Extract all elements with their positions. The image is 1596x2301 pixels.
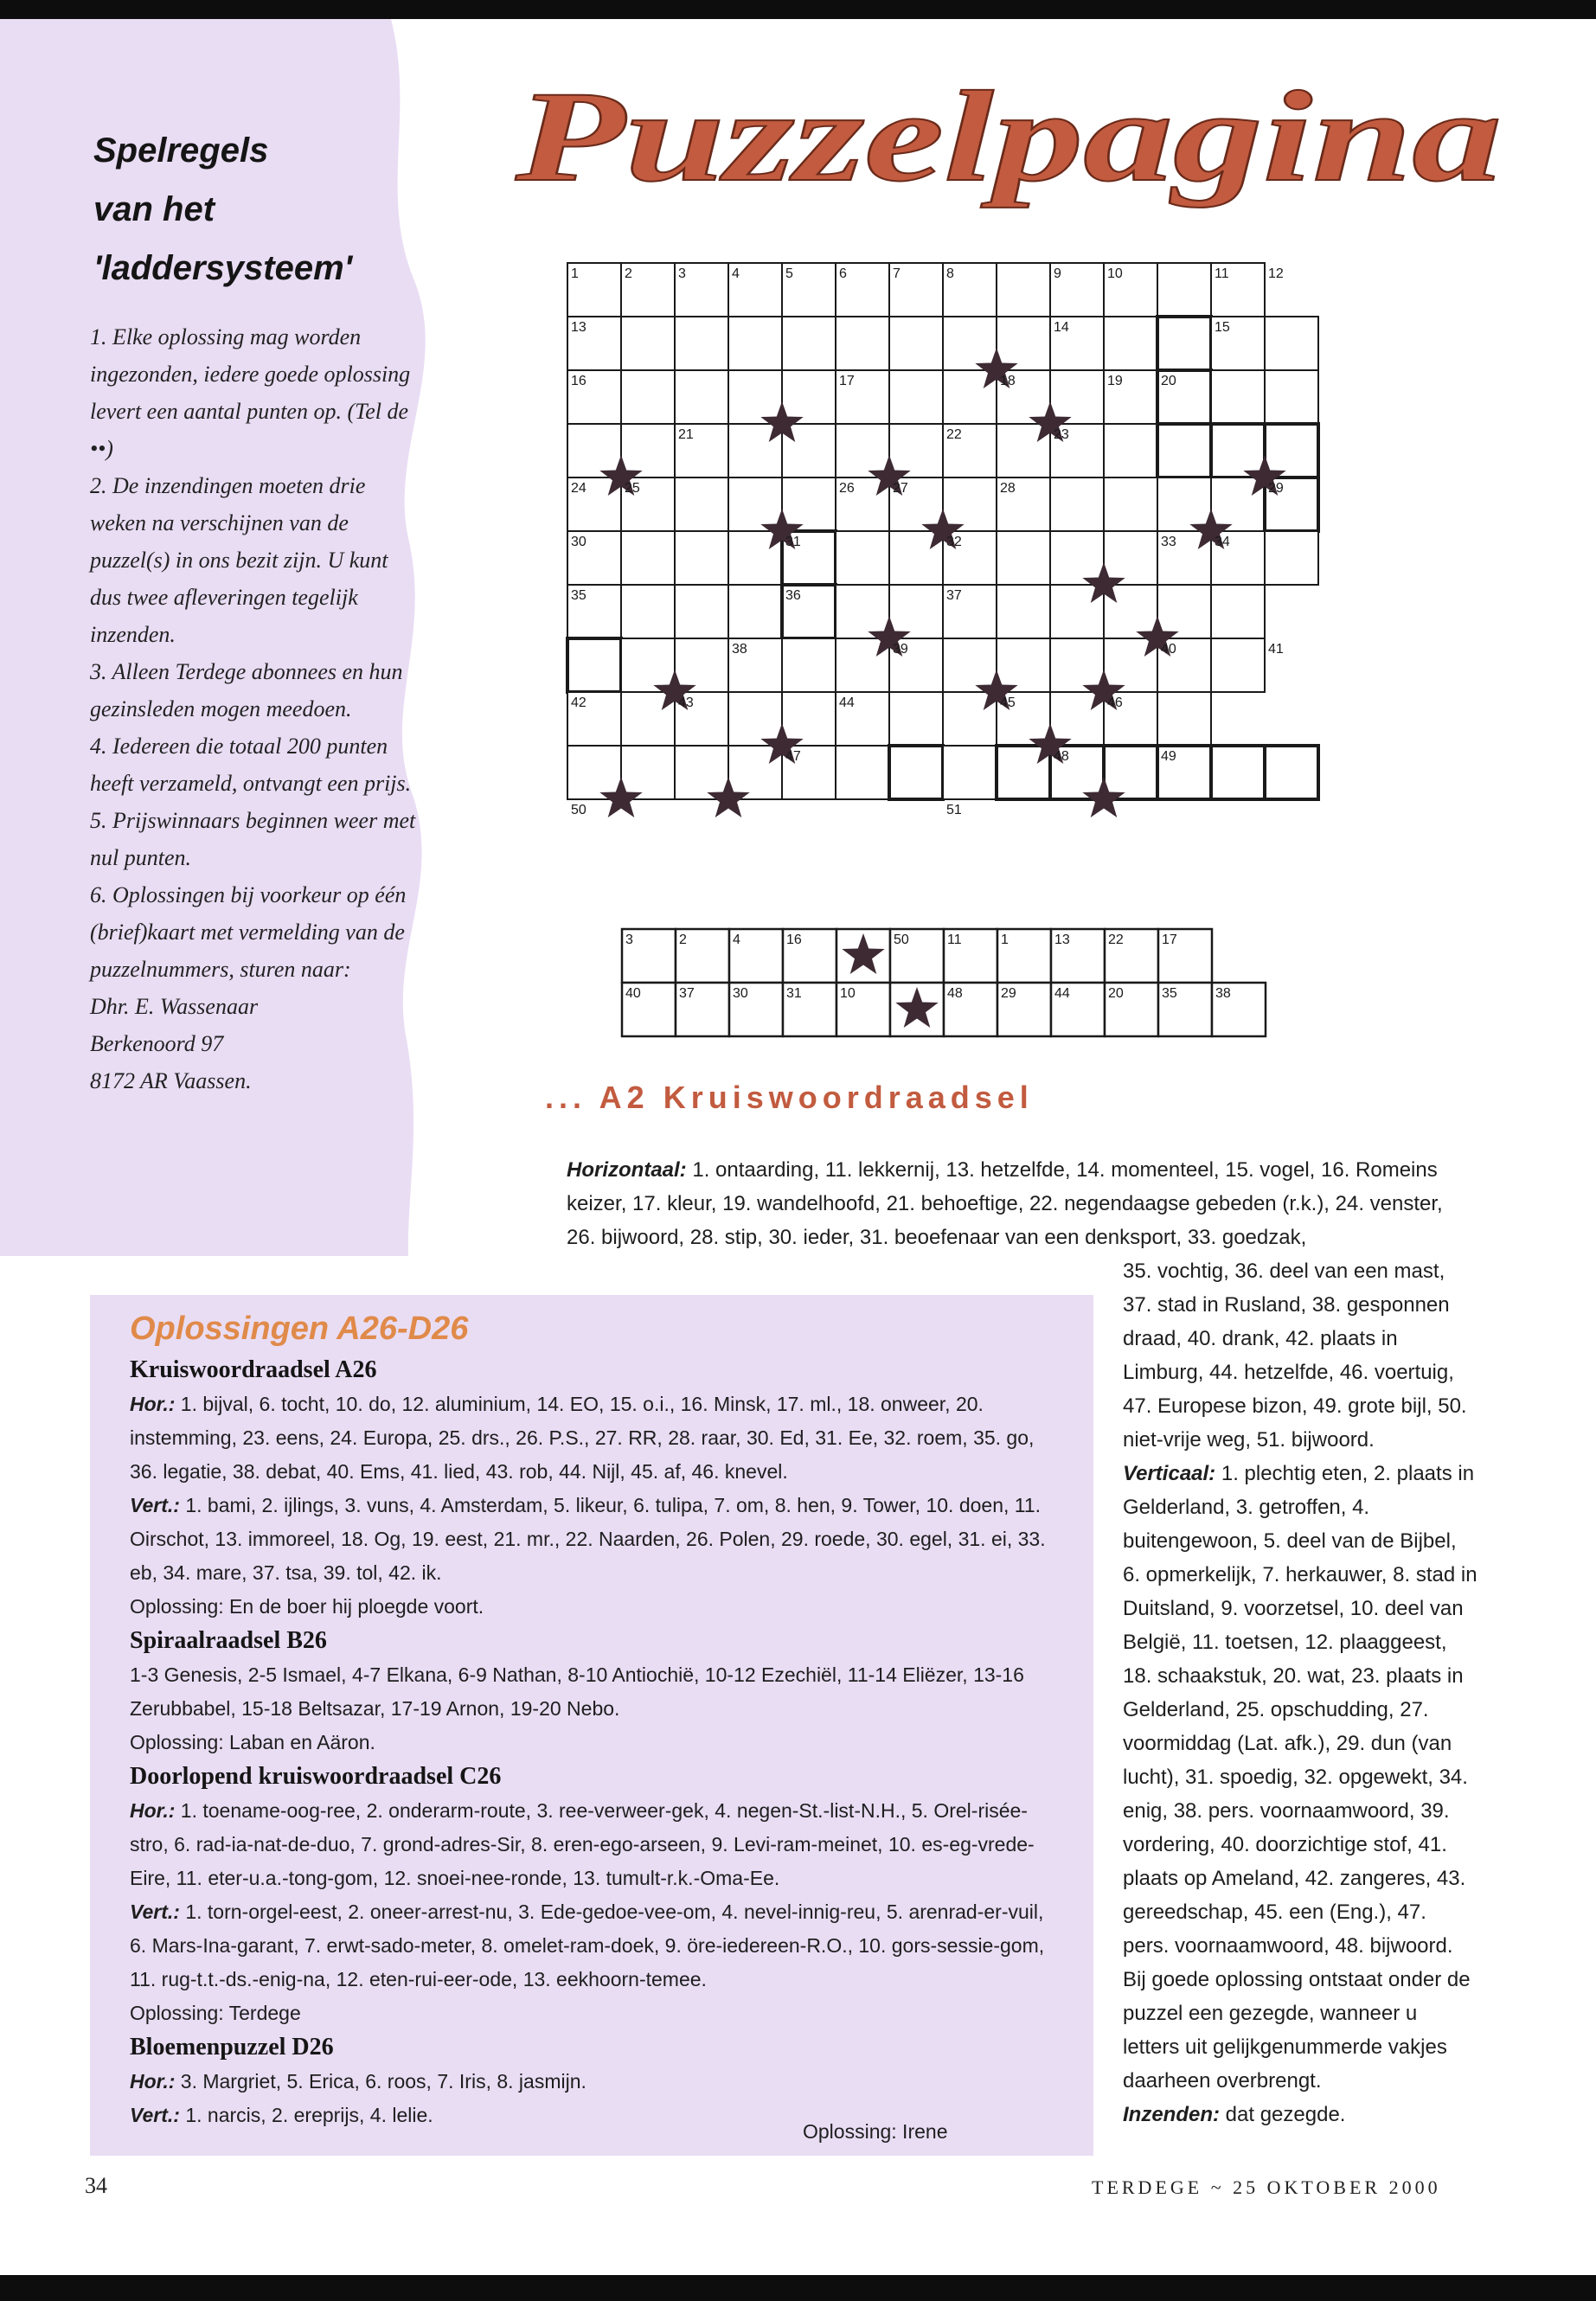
rule-6: 6. Oplossingen bij voorkeur op één (brief)kaart met vermelding van de puzzelnummers, sturen naar: xyxy=(90,882,407,982)
grid-cell xyxy=(675,638,728,692)
clues-vertical xyxy=(1123,1457,1477,1963)
cell-number: 48 xyxy=(1054,749,1069,764)
cell-number: 37 xyxy=(946,588,962,603)
answer-cell-number: 16 xyxy=(786,933,802,947)
cell-number: 11 xyxy=(1215,266,1229,281)
answer-cell-number: 13 xyxy=(1054,933,1070,947)
rules-title-line: 'laddersysteem' xyxy=(93,249,353,287)
submit-label: Inzenden: xyxy=(1123,2103,1220,2126)
grid-cell xyxy=(728,585,782,638)
grid-cell xyxy=(675,370,728,424)
vertical-label: Verticaal: xyxy=(1123,1462,1216,1485)
page-title xyxy=(510,43,1514,216)
answer-cell-number: 37 xyxy=(679,986,695,1001)
cell-number: 33 xyxy=(1161,535,1176,549)
answer-cell-number: 44 xyxy=(1054,986,1070,1001)
cell-number: 31 xyxy=(785,535,801,549)
cell-number: 24 xyxy=(571,481,586,496)
answer-cell-number: 17 xyxy=(1162,933,1177,947)
solution-a26-hor xyxy=(130,1388,1064,1489)
hor-label: Hor.: xyxy=(130,1799,176,1822)
grid-cell xyxy=(1104,478,1157,531)
submit-instruction xyxy=(1123,2098,1477,2131)
answer-cell-number: 50 xyxy=(894,933,909,947)
answer-cell-number: 3 xyxy=(625,933,633,947)
solution-c26-answer: Oplossing: Terdege xyxy=(130,2002,301,2024)
cell-number: 39 xyxy=(893,642,908,657)
grid-cell xyxy=(1104,531,1157,585)
grid-cell xyxy=(621,424,675,478)
solution-c26-hor xyxy=(130,1794,1064,1895)
cell-number: 4 xyxy=(732,266,740,281)
cell-number: 36 xyxy=(785,588,801,603)
cell-number: 38 xyxy=(732,642,747,657)
grid-cell xyxy=(997,638,1050,692)
cell-number: 9 xyxy=(1054,266,1061,281)
grid-block xyxy=(1211,424,1265,478)
cell-number: 45 xyxy=(1000,695,1016,710)
grid-cell xyxy=(621,746,675,799)
answer-cell-number: 31 xyxy=(786,986,802,1001)
hor-text: 3. Margriet, 5. Erica, 6. roos, 7. Iris, 8. jasmijn. xyxy=(175,2070,586,2093)
hor-text: 1. bijval, 6. tocht, 10. do, 12. aluminium, 14. EO, 15. o.i., 16. Minsk, 17. ml., 18. onweer, 20. instemming, 23. eens, 24. Europa, 25. drs., 26. P.S., 27. RR, 28. raar, 30. Ed, 31. Ee, 32. roem, 35. go, 36. legatie, 38. debat, 40. Ems, 41. lied, 43. rob, 44. Nijl, 45. af, 46. knevel. xyxy=(130,1393,1035,1483)
grid-cell xyxy=(1157,478,1211,531)
grid-cell xyxy=(943,478,997,531)
grid-cell xyxy=(1211,585,1265,638)
grid-cell xyxy=(1050,478,1104,531)
grid-cell xyxy=(1211,638,1265,692)
grid-cell xyxy=(621,531,675,585)
solution-d26-hor xyxy=(130,2065,1064,2099)
rule-3: 3. Alleen Terdege abonnees en hun gezinsleden mogen meedoen. xyxy=(90,659,403,721)
grid-cell xyxy=(728,370,782,424)
grid-cell xyxy=(889,692,943,746)
grid-cell xyxy=(675,585,728,638)
cell-number: 34 xyxy=(1215,535,1230,549)
vert-label: Vert.: xyxy=(130,2104,180,2126)
solutions xyxy=(130,1306,1064,2132)
cell-number: 46 xyxy=(1107,695,1123,710)
rules-title xyxy=(93,121,457,298)
grid-cell xyxy=(1157,263,1211,317)
grid-cell xyxy=(675,317,728,370)
cell-number: 50 xyxy=(571,803,586,817)
rule-5: 5. Prijswinnaars beginnen weer met nul punten. xyxy=(90,808,416,870)
grid-block xyxy=(1104,746,1157,799)
answer-cell-number: 2 xyxy=(679,933,687,947)
puzzle-note: Bij goede oplossing ontstaat onder de puzzel een gezegde, wanneer u letters uit gelijkgenummerde vakjes daarheen overbrengt. xyxy=(1123,1968,1471,2093)
grid-cell xyxy=(836,424,889,478)
grid-cell xyxy=(997,263,1050,317)
cell-number: 3 xyxy=(678,266,686,281)
horizontal-clues-continued: 35. vochtig, 36. deel van een mast, 37. stad in Rusland, 38. gesponnen draad, 40. drank, 42. plaats in Limburg, 44. hetzelfde, 46. voertuig, 47. Europese bizon, 49. grote bijl, 50. niet-vrije weg, 51. bijwoord. xyxy=(1123,1259,1467,1452)
horizontal-clues: 1. ontaarding, 11. lekkernij, 13. hetzelfde, 14. momenteel, 15. vogel, 16. Romeins keizer, 17. kleur, 19. wandelhoofd, 21. behoeftige, 22. negendaagse gebeden (r.k.), 24. venster, 26. bijwoord, 28. stip, 30. ieder, 31. beoefenaar van een denksport, 33. goedzak, xyxy=(567,1158,1443,1249)
answer-cell-number: 1 xyxy=(1001,933,1009,947)
cell-number: 20 xyxy=(1161,374,1176,388)
grid-cell xyxy=(675,478,728,531)
grid-cell xyxy=(997,531,1050,585)
grid-block xyxy=(1157,424,1211,478)
cell-number: 29 xyxy=(1268,481,1284,496)
solution-b26-answer: Oplossing: Laban en Aäron. xyxy=(130,1731,375,1753)
grid-block xyxy=(1265,424,1318,478)
cell-number: 14 xyxy=(1054,320,1069,335)
grid-cell xyxy=(889,424,943,478)
solution-a26-vert xyxy=(130,1489,1064,1590)
grid-cell xyxy=(782,478,836,531)
grid-cell xyxy=(889,370,943,424)
cell-number: 15 xyxy=(1215,320,1230,335)
rules-title-line: Spelregels xyxy=(93,131,269,170)
hor-text: 1. toename-oog-ree, 2. onderarm-route, 3. ree-verweer-gek, 4. negen-St.-list-N.H., 5. Orel-risée-stro, 6. rad-ia-nat-de-duo, 7. grond-adres-Sir, 8. eren-ego-arseen, 9. Levi-ram-meinet, 10. es-eg-vrede-Eire, 11. eter-u.a.-tong-gom, 12. snoei-nee-ronde, 13. tumult-r.k.-Oma-Ee. xyxy=(130,1799,1035,1889)
cell-number: 22 xyxy=(946,427,962,442)
page-title-text: Puzzelpagina xyxy=(514,65,1503,208)
solution-c26-vert xyxy=(130,1895,1064,1997)
cell-number: 26 xyxy=(839,481,855,496)
cell-number: 27 xyxy=(893,481,908,496)
answer-cell-number: 35 xyxy=(1162,986,1177,1001)
grid-cell xyxy=(943,317,997,370)
cell-number: 19 xyxy=(1107,374,1123,388)
cell-number: 18 xyxy=(1000,374,1016,388)
grid-cell xyxy=(567,746,621,799)
grid-cell xyxy=(836,585,889,638)
grid-cell xyxy=(836,317,889,370)
rules-list xyxy=(90,318,419,1099)
address-street: Berkenoord 97 xyxy=(90,1031,224,1056)
grid-cell xyxy=(1211,370,1265,424)
cell-number: 43 xyxy=(678,695,694,710)
answer-cell-number: 22 xyxy=(1108,933,1124,947)
grid-cell xyxy=(889,317,943,370)
grid-cell xyxy=(1265,531,1318,585)
horizontal-label: Horizontaal: xyxy=(567,1158,687,1182)
grid-cell xyxy=(1265,370,1318,424)
cell-number: 8 xyxy=(946,266,954,281)
grid-cell xyxy=(836,746,889,799)
solution-c26-title: Doorlopend kruiswoordraadsel C26 xyxy=(130,1763,502,1790)
submit-text: dat gezegde. xyxy=(1220,2103,1346,2126)
solution-d26-answer: Oplossing: Irene xyxy=(803,2120,948,2143)
cell-number: 17 xyxy=(839,374,855,388)
grid-block xyxy=(1157,317,1211,370)
cell-number: 30 xyxy=(571,535,586,549)
solution-d26-title: Bloemenpuzzel D26 xyxy=(130,2034,334,2061)
solutions-heading: Oplossingen A26-D26 xyxy=(130,1311,469,1347)
cell-number: 16 xyxy=(571,374,586,388)
cell-number: 35 xyxy=(571,588,586,603)
cell-number: 6 xyxy=(839,266,847,281)
vert-label: Vert.: xyxy=(130,1900,180,1923)
rule-1: 1. Elke oplossing mag worden ingezonden, iedere goede oplossing levert een aantal punten op. (Tel de ••) xyxy=(90,324,411,461)
grid-cell xyxy=(1265,317,1318,370)
cell-number: 7 xyxy=(893,266,901,281)
address-name: Dhr. E. Wassenaar xyxy=(90,994,259,1019)
grid-cell xyxy=(621,585,675,638)
grid-cell xyxy=(943,638,997,692)
grid-cell xyxy=(1157,585,1211,638)
vert-text: 1. narcis, 2. ereprijs, 4. lelie. xyxy=(179,2104,433,2126)
grid-cell xyxy=(621,638,675,692)
grid-block xyxy=(567,638,621,692)
vertical-clues: 1. plechtig eten, 2. plaats in Gelderland, 3. getroffen, 4. buitengewoon, 5. deel van de Bijbel, 6. opmerkelijk, 7. herkauwer, 8. stad in Duitsland, 9. voorzetsel, 10. deel van België, 11. toetsen, 12. plaaggeest, 18. schaakstuk, 20. wat, 23. plaats in Gelderland, 25. opschudding, 27. voormiddag (Lat. afk.), 29. dun (van lucht), 31. spoedig, 32. opgewekt, 34. enig, 38. pers. voornaamwoord, 39. vordering, 40. doorzichtige stof, 41. plaats op Ameland, 42. zangeres, 43. gereedschap, 45. een (Eng.), 47. pers. voornaamwoord, 48. bijwoord. xyxy=(1123,1462,1477,1958)
cell-number: 21 xyxy=(678,427,694,442)
grid-cell xyxy=(1104,424,1157,478)
grid-cell xyxy=(675,746,728,799)
rules-title-line: van het xyxy=(93,190,215,228)
grid-cell xyxy=(782,317,836,370)
address-city: 8172 AR Vaassen. xyxy=(90,1068,252,1093)
grid-cell xyxy=(997,317,1050,370)
clues-horizontal xyxy=(567,1153,1475,1254)
grid-cell xyxy=(621,370,675,424)
vert-text: 1. torn-orgel-eest, 2. oneer-arrest-nu, 3. Ede-gedoe-vee-om, 4. nevel-innig-reu, 5. arenrad-er-vuil, 6. Mars-Ina-garant, 7. erwt-sado-meter, 8. omelet-ram-doek, 9. öre-iedereen-R.O., 10. gors-sessie-gom, 11. rug-t.t.-ds.-enig-na, 12. eten-rui-eer-ode, 13. eekhoorn-temee. xyxy=(130,1900,1045,1990)
cell-number: 13 xyxy=(571,320,586,335)
grid-block xyxy=(889,746,943,799)
grid-cell xyxy=(567,424,621,478)
cell-number: 42 xyxy=(571,695,586,710)
grid-block xyxy=(1211,746,1265,799)
cell-number: 2 xyxy=(625,266,632,281)
grid-cell xyxy=(997,585,1050,638)
grid-cell xyxy=(1104,317,1157,370)
vert-text: 1. bami, 2. ijlings, 3. vuns, 4. Amsterdam, 5. likeur, 6. tulipa, 7. om, 8. hen, 9. Tower, 10. doen, 11. Oirschot, 13. immoreel, 18. Og, 19. eest, 21. mr., 22. Naarden, 26. Polen, 29. roede, 30. egel, 31. ei, 33. eb, 34. mare, 37. tsa, 39. tol, 42. ik. xyxy=(130,1494,1046,1584)
grid-cell xyxy=(1050,531,1104,585)
grid-cell xyxy=(782,692,836,746)
cell-number: 23 xyxy=(1054,427,1069,442)
grid-cell xyxy=(1050,638,1104,692)
grid-cell xyxy=(728,317,782,370)
solution-b26-title: Spiraalraadsel B26 xyxy=(130,1627,327,1654)
answer-cell-number: 20 xyxy=(1108,986,1124,1001)
cell-number: 41 xyxy=(1268,642,1284,657)
grid-cell xyxy=(836,531,889,585)
solution-a26-answer: Oplossing: En de boer hij ploegde voort. xyxy=(130,1595,484,1618)
cell-number: 10 xyxy=(1107,266,1123,281)
answer-cell-number: 30 xyxy=(733,986,748,1001)
cell-number: 1 xyxy=(571,266,579,281)
rule-4: 4. Iedereen die totaal 200 punten heeft verzameld, ontvangt een prijs. xyxy=(90,734,412,796)
grid-cell xyxy=(1157,692,1211,746)
answer-strip xyxy=(619,926,1311,1047)
rule-2: 2. De inzendingen moeten drie weken na verschijnen van de puzzel(s) in ons bezit zijn. U kunt dus twee afleveringen tegelijk inzenden. xyxy=(90,473,388,647)
answer-cell-number: 40 xyxy=(625,986,641,1001)
cell-number: 49 xyxy=(1161,749,1176,764)
top-border xyxy=(0,0,1596,19)
page-number: 34 xyxy=(85,2173,107,2198)
grid-cell xyxy=(782,638,836,692)
cell-number: 47 xyxy=(785,749,801,764)
answer-cell-number: 11 xyxy=(947,933,962,947)
grid-cell xyxy=(782,370,836,424)
crossword-grid xyxy=(562,260,1375,882)
crossword-heading: ... A2 Kruiswoordraadsel xyxy=(545,1080,1034,1115)
cell-number: 5 xyxy=(785,266,793,281)
grid-cell xyxy=(675,531,728,585)
vert-label: Vert.: xyxy=(130,1494,180,1516)
grid-cell xyxy=(728,478,782,531)
answer-cell-number: 4 xyxy=(733,933,740,947)
solution-a26-title: Kruiswoordraadsel A26 xyxy=(130,1356,377,1383)
hor-label: Hor.: xyxy=(130,2070,176,2093)
answer-cell-number: 29 xyxy=(1001,986,1016,1001)
solution-b26-text: 1-3 Genesis, 2-5 Ismael, 4-7 Elkana, 6-9 Nathan, 8-10 Antiochië, 10-12 Ezechiël, 11-14 Eliëzer, 13-16 Zerubbabel, 15-18 Beltsazar, 17-19 Arnon, 19-20 Nebo. xyxy=(130,1663,1024,1720)
cell-number: 25 xyxy=(625,481,640,496)
grid-cell xyxy=(943,746,997,799)
grid-cell xyxy=(728,692,782,746)
publication-footer: TERDEGE ~ 25 OKTOBER 2000 xyxy=(1092,2176,1441,2198)
answer-cell-number: 38 xyxy=(1215,986,1231,1001)
cell-number: 32 xyxy=(946,535,962,549)
bottom-border xyxy=(0,2275,1596,2301)
cell-number: 44 xyxy=(839,695,855,710)
cell-number: 51 xyxy=(946,803,962,817)
answer-cell-number: 10 xyxy=(840,986,856,1001)
grid-cell xyxy=(621,317,675,370)
cell-number: 40 xyxy=(1161,642,1176,657)
grid-block xyxy=(1265,746,1318,799)
cell-number: 28 xyxy=(1000,481,1016,496)
grid-cell xyxy=(889,585,943,638)
answer-cell-number: 48 xyxy=(947,986,963,1001)
clues-column xyxy=(1123,1254,1477,2131)
grid-cell xyxy=(1050,370,1104,424)
hor-label: Hor.: xyxy=(130,1393,176,1415)
cell-number: 12 xyxy=(1268,266,1284,281)
